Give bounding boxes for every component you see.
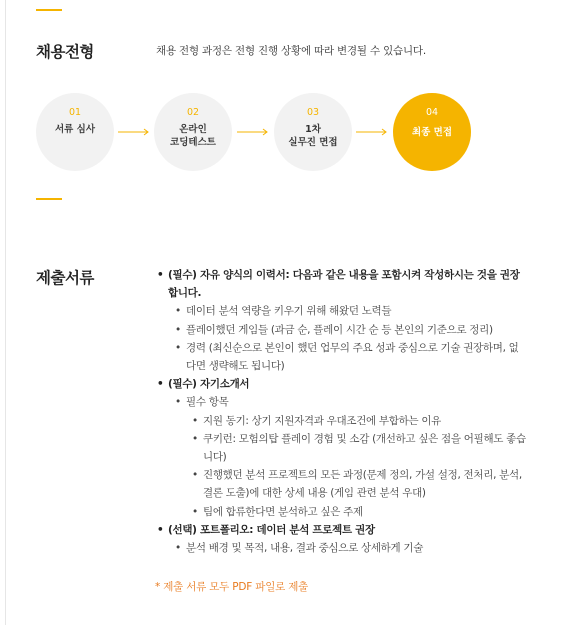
list-item: • 경력 (최신순으로 본인이 했던 업무의 주요 성과 중심으로 기술 권장하며, 없다면 생략해도 됩니다): [175, 341, 519, 373]
list-item: • 필수 항목: [175, 396, 229, 409]
section-accent-bar: [36, 198, 62, 200]
process-title: 채용전형: [36, 43, 94, 61]
submission-note: * 제출 서류 모두 PDF 파일로 제출: [155, 581, 309, 593]
arrow-right-icon: [356, 128, 388, 136]
list-item: • 지원 동기: 상기 지원자격과 우대조건에 부합하는 이유: [192, 414, 442, 427]
step-number: 03: [306, 107, 320, 118]
step-label: 1차 실무진 면접: [288, 124, 338, 148]
step-label: 온라인 코딩테스트: [170, 124, 216, 148]
step-4-circle-active: [393, 93, 471, 171]
step-number: 01: [68, 107, 82, 118]
list-item: • (선택) 포트폴리오: 데이터 분석 프로젝트 권장: [157, 523, 375, 536]
step-label: 최종 면접: [411, 127, 452, 138]
list-item: • 팀에 합류한다면 분석하고 싶은 주제: [192, 505, 363, 518]
section-accent-bar: [36, 9, 62, 11]
arrow-right-icon: [237, 128, 269, 136]
process-description: 채용 전형 과정은 전형 진행 상황에 따라 변경될 수 있습니다.: [156, 45, 427, 57]
list-item: • 쿠키런: 모험의탑 플레이 경험 및 소감 (개선하고 싶은 점을 어필해도 좋습니다): [192, 432, 526, 464]
documents-title: 제출서류: [36, 269, 94, 287]
list-item: • (필수) 자기소개서: [157, 378, 250, 391]
step-2-circle: [154, 93, 232, 171]
list-item: • 진행했던 분석 프로젝트의 모든 과정(문제 정의, 가설 설정, 전처리, 분석, 결론 도출)에 대한 상세 내용 (게임 관련 분석 우대): [192, 469, 522, 500]
list-item: • 분석 배경 및 목적, 내용, 결과 중심으로 상세하게 기술: [175, 542, 424, 555]
process-steps: [36, 93, 556, 171]
list-item: • 플레이했던 게임들 (과금 순, 플레이 시간 순 등 본인의 기준으로 정리): [175, 323, 493, 336]
step-label: 서류 심사: [54, 124, 95, 135]
list-item: • 데이터 분석 역량을 키우기 위해 해왔던 노력들: [175, 305, 392, 318]
arrow-right-icon: [118, 128, 150, 136]
list-item: • (필수) 자유 양식의 이력서: 다음과 같은 내용을 포함시켜 작성하시는 것을 권장합니다.: [157, 269, 520, 300]
step-3-circle: [274, 93, 352, 171]
step-number: 02: [186, 107, 200, 118]
documents-list: [155, 266, 527, 557]
step-number: 04: [425, 107, 439, 118]
left-divider: [5, 0, 6, 625]
step-1-circle: [36, 93, 114, 171]
